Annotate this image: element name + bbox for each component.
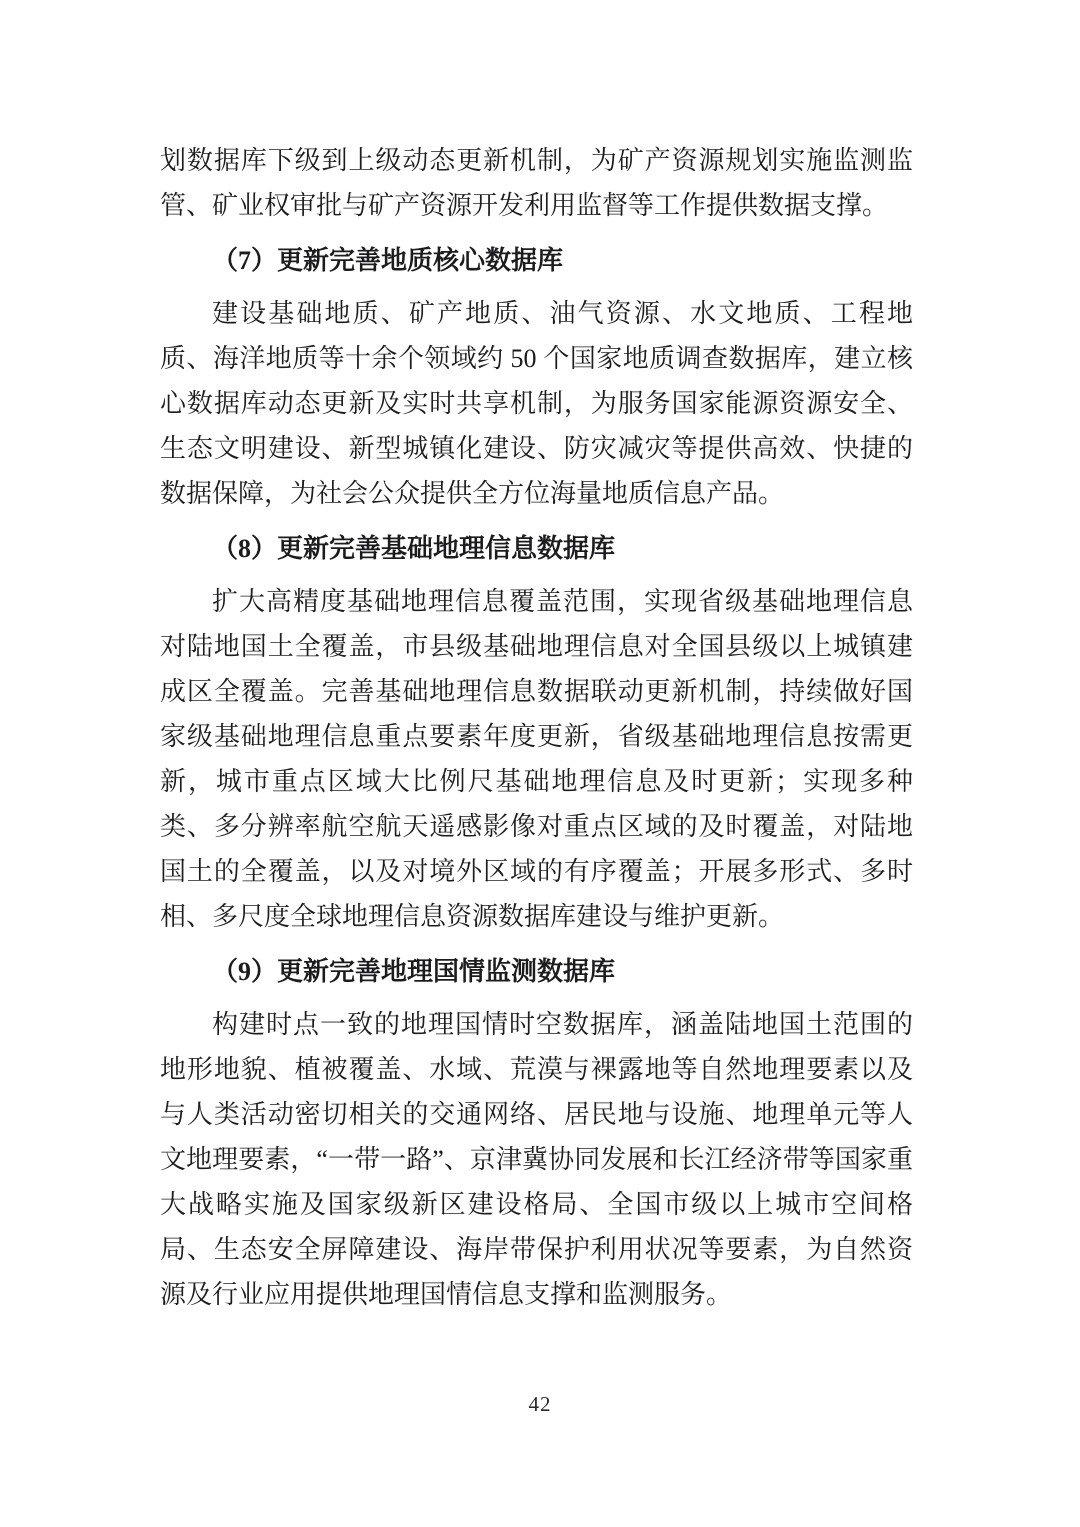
document-body <box>160 138 913 1317</box>
page-number: 42 <box>528 1392 552 1416</box>
section-8-paragraph: 扩大高精度基础地理信息覆盖范围，实现省级基础地理信息对陆地国土全覆盖，市县级基础地理信息对全国县级以上城镇建成区全覆盖。完善基础地理信息数据联动更新机制，持续做好国家级基础地理信息重点要素年度更新，省级基础地理信息按需更新，城市重点区域大比例尺基础地理信息及时更新；实现多种类、多分辨率航空航天遥感影像对重点区域的及时覆盖，对陆地国土的全覆盖，以及对境外区域的有序覆盖；开展多形式、多时相、多尺度全球地理信息资源数据库建设与维护更新。 <box>160 587 913 931</box>
section-7-paragraph: 建设基础地质、矿产地质、油气资源、水文地质、工程地质、海洋地质等十余个领域约 50 个国家地质调查数据库，建立核心数据库动态更新及实时共享机制，为服务国家能源资源安全、生态文明建设、新型城镇化建设、防灾减灾等提供高效、快捷的数据保障，为社会公众提供全方位海量地质信息产品。 <box>160 299 913 508</box>
section-heading-7: （7）更新完善地质核心数据库 <box>212 246 564 275</box>
section-heading-9: （9）更新完善地理国情监测数据库 <box>212 957 616 986</box>
section-heading-8: （8）更新完善基础地理信息数据库 <box>212 534 616 563</box>
section-9-paragraph: 构建时点一致的地理国情时空数据库，涵盖陆地国土范围的地形地貌、植被覆盖、水域、荒漠与裸露地等自然地理要素以及与人类活动密切相关的交通网络、居民地与设施、地理单元等人文地理要素，“一带一路”、京津冀协同发展和长江经济带等国家重大战略实施及国家级新区建设格局、全国市级以上城市空间格局、生态安全屏障建设、海岸带保护利用状况等要素，为自然资源及行业应用提供地理国情信息支撑和监测服务。 <box>160 1010 913 1309</box>
paragraph-continuation: 划数据库下级到上级动态更新机制，为矿产资源规划实施监测监管、矿业权审批与矿产资源开发利用监督等工作提供数据支撑。 <box>160 146 913 220</box>
page-footer <box>0 1392 1080 1417</box>
